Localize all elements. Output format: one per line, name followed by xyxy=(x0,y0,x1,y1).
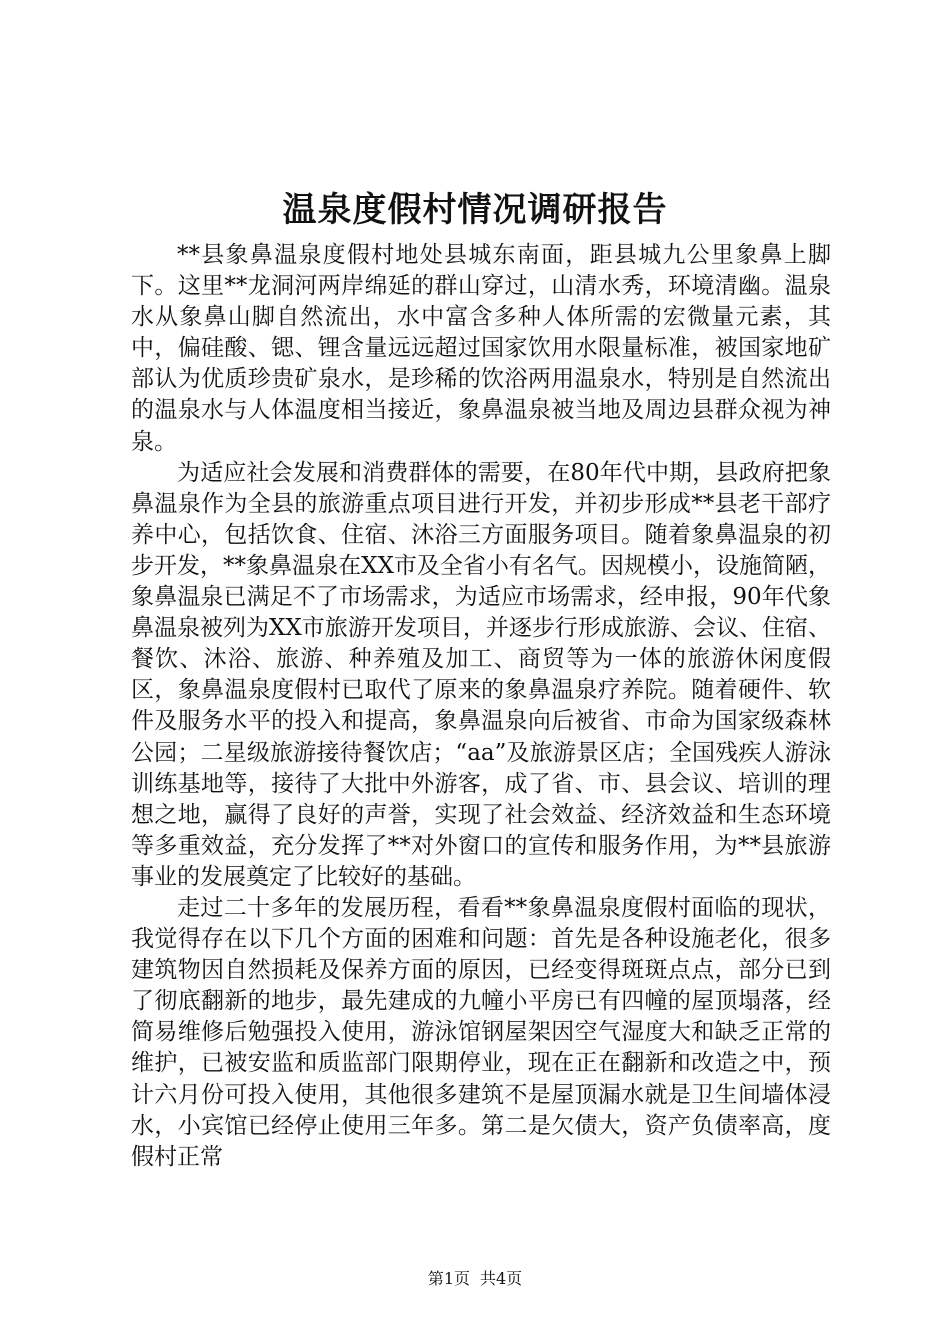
document-title: 温泉度假村情况调研报告 xyxy=(282,190,668,230)
page-footer xyxy=(0,1268,950,1290)
page-total: 共4页 xyxy=(480,1269,523,1288)
paragraph-1: **县象鼻温泉度假村地处县城东南面，距县城九公里象鼻上脚下。这里**龙洞河两岸绵延的群山穿过，山清水秀，环境清幽。温泉水从象鼻山脚自然流出，水中富含多种人体所需的宏微量元素，其中，偏硅酸、锶、锂含量远远超过国家饮用水限量标准，被国家地矿部认为优质珍贵矿泉水，是珍稀的饮浴两用温泉水，特别是自然流出的温泉水与人体温度相当接近，象鼻温泉被当地及周边县群众视为神泉。 xyxy=(131,242,831,455)
document-body xyxy=(131,240,831,1173)
paragraph-2: 为适应社会发展和消费群体的需要，在80年代中期，县政府把象鼻温泉作为全县的旅游重点项目进行开发，并初步形成**县老干部疗养中心，包括饮食、住宿、沐浴三方面服务项目。随着象鼻温泉的初步开发，**象鼻温泉在XX市及全省小有名气。因规模小，设施简陋，象鼻温泉已满足不了市场需求，为适应市场需求，经申报，90年代象鼻温泉被列为XX市旅游开发项目，并逐步行形成旅游、会议、住宿、餐饮、沐浴、旅游、种养殖及加工、商贸等为一体的旅游休闲度假区，象鼻温泉度假村已取代了原来的象鼻温泉疗养院。随着硬件、软件及服务水平的投入和提高，象鼻温泉向后被省、市命为国家级森林公园；二星级旅游接待餐饮店；“aa”及旅游景区店；全国残疾人游泳训练基地等，接待了大批中外游客，成了省、市、县会议、培训的理想之地，赢得了良好的声誉，实现了社会效益、经济效益和生态环境等多重效益，充分发挥了**对外窗口的宣传和服务作用，为**县旅游事业的发展奠定了比较好的基础。 xyxy=(131,459,831,890)
page-number: 第1页 xyxy=(427,1269,470,1288)
paragraph-3: 走过二十多年的发展历程，看看**象鼻温泉度假村面临的现状，我觉得存在以下几个方面的困难和问题：首先是各种设施老化，很多建筑物因自然损耗及保养方面的原因，已经变得斑斑点点，部分已到了彻底翻新的地步，最先建成的九幢小平房已有四幢的屋顶塌落，经简易维修后勉强投入使用，游泳馆钢屋架因空气湿度大和缺乏正常的维护，已被安监和质监部门限期停业，现在正在翻新和改造之中，预计六月份可投入使用，其他很多建筑不是屋顶漏水就是卫生间墙体浸水，小宾馆已经停止使用三年多。第二是欠债大，资产负债率高，度假村正常 xyxy=(131,894,831,1170)
